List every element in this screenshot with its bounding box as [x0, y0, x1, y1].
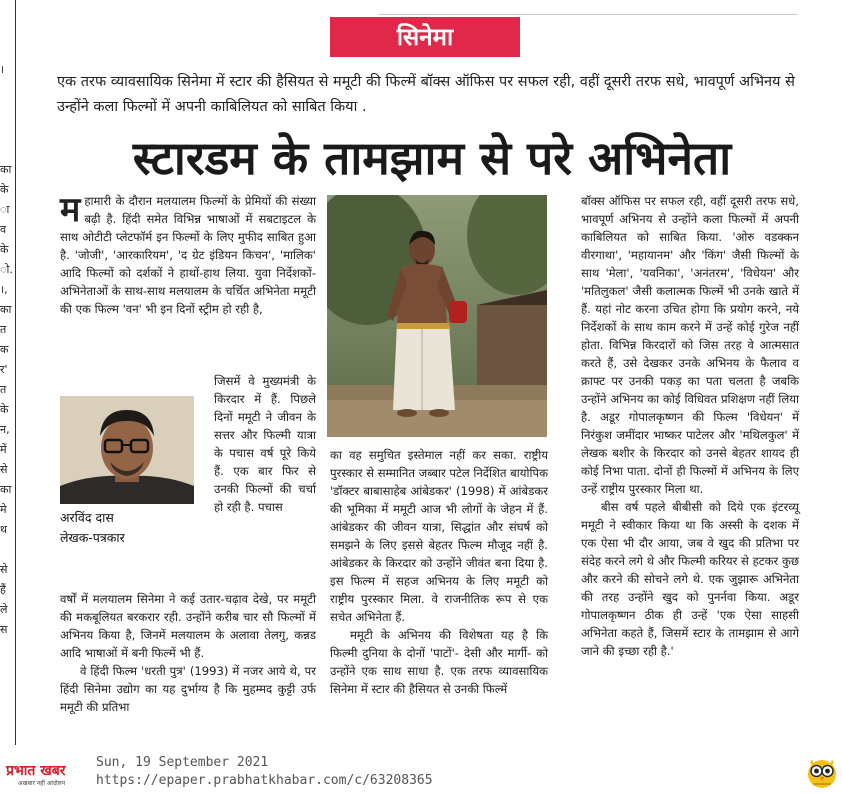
edge-char: से [0, 563, 8, 576]
top-rule [378, 14, 798, 15]
edge-char: ले [0, 603, 8, 616]
drop-cap: म [60, 190, 81, 230]
edge-char: के [0, 403, 9, 416]
column-3 [581, 192, 799, 660]
epaper-url[interactable]: https://epaper.prabhatkhabar.com/c/63208365 [96, 773, 433, 788]
col2-para2: ममूटी के अभिनय की विशेषता यह है कि फिल्मी दुनिया के दोनों 'पाटों'- देसी और मार्गी- को उन्होंने एक साथ साधा है. एक तरफ व्यावसायिक सिनेमा में स्टार की हैसियत से उनकी फिल्में [330, 628, 548, 696]
col3-para2: बीस वर्ष पहले बीबीसी को दिये एक इंटरव्यू ममूटी ने स्वीकार किया था कि अस्सी के दशक में एक ऐसा भी दौर आया, जब वे खुद की प्रतिभा पर संदेह करने लगे थे और फिल्मी करियर से हटकर कुछ और करने की सोचने लगे थे. एक जुझारू अभिनेता की तरह उन्होंने खुद को पुनर्नवा किया. अडूर गोपालकृष्णन ठीक ही उन्हें 'एक ऐसा साहसी अभिनेता कहते हैं, जिसमें स्टार के तामझाम से आगे जाने की इच्छा रही है.' [581, 500, 799, 658]
edge-char: का [0, 483, 12, 496]
edge-char: । [0, 63, 5, 76]
edge-char: ।, [0, 283, 8, 296]
edge-char: न, [0, 423, 10, 436]
edge-char: के [0, 183, 9, 196]
edge-char: के [0, 243, 9, 256]
actor-photo [327, 195, 547, 437]
col1-para1: हामारी के दौरान मलयालम फिल्मों के प्रेमियों की संख्या बढ़ी है. हिंदी समेत विभिन्न भाषाओं में सबटाइटल के साथ ओटीटी प्लेटफॉर्म इन फिल्मों के लिए मुफीद साबित हुआ है. 'जोजी', 'आरकारियम', 'द ग्रेट इंडियन किचन', 'मालिक' आदि फिल्मों को दर्शकों ने हाथों-हाथ लिया. युवा निर्देशकों-अभिनेताओं के साथ-साथ मलयालम के चर्चित अभिनेता ममूटी की एक फिल्म 'वन' भी इन दिनों स्ट्रीम हो रही है, [60, 194, 316, 316]
col1-narrow-text: जिसमें वे मुख्यमंत्री के किरदार में हैं. पिछले दिनों ममूटी ने जीवन के सत्तर और फिल्मी यात्रा के पचास वर्ष पूरे किये हैं. एक बार फिर से उनकी फिल्मों की चर्चा हो रही है. पचास [214, 374, 316, 514]
author-role: लेखक-पत्रकार [60, 530, 125, 545]
edge-char: स [0, 623, 8, 636]
column-1-top [60, 192, 316, 318]
edge-char [0, 120, 14, 140]
col1-para2: वे हिंदी फिल्म 'धरती पुत्र' (1993) में नजर आये थे, पर हिंदी सिनेमा उद्योग का यह दुर्भाग्य है कि मुहम्मद कुट्टी उर्फ ममूटी की प्रतिभा [60, 664, 316, 714]
edge-char: ा [0, 203, 10, 216]
edge-char: र' [0, 363, 8, 376]
prabhat-khabar-logo [4, 758, 92, 786]
edge-char: हैं [0, 583, 6, 596]
footer-meta [96, 754, 433, 790]
edge-char [0, 540, 14, 560]
edge-char [0, 100, 14, 120]
column-1-narrow [214, 372, 316, 516]
edge-char: थ [0, 523, 8, 536]
edge-char [0, 80, 14, 100]
author-name: अरविंद दास [60, 510, 114, 525]
column-divider [15, 0, 16, 745]
column-1-bottom [60, 590, 316, 716]
adjacent-column-edge [0, 60, 14, 640]
author-photo [60, 396, 194, 504]
col3-para1: बॉक्स ऑफिस पर सफल रही, वहीं दूसरी तरफ सधे, भावपूर्ण अभिनय से उन्होंने कला फिल्मों में अपनी काबिलियत को साबित किया. 'ओरु वडक्कन वीरगाथा', 'महायानम' और 'किंग' जैसी फिल्मों के साथ 'मेला', 'यवनिका', 'अनंतरम', 'विधेयन' और 'मतिलुकल' जैसी कलात्मक फिल्में भी उनके खाते में हैं. यहां नोट करना उचित होगा कि प्रयोग करने, नये निर्देशकों के साथ काम करने में उन्हें कोई गुरेज नहीं होता. विभिन्न किरदारों को जिस तरह वे आत्मसात करते हैं, उसे देखकर उनके अभिनय के फैलाव व क्राफ्ट पर उनकी पकड़ का पता चलता है जबकि उन्होंने अभिनय का कोई विधिवत प्रशिक्षण नहीं लिया है. अडूर गोपालकृष्णन की फिल्म 'विधेयन' में निरंकुश जमींदार भाष्कर पाटेलर और 'मथिलकुल' में लेखक बशीर के किरदार को उनसे बेहतर शायद ही कोई निभा पाता. दोनों ही फिल्मों में अभिनय के लिए उन्हें राष्ट्रीय पुरस्कार मिला था. [581, 194, 799, 496]
edge-char [0, 140, 14, 160]
article-deck: एक तरफ व्यावसायिक सिनेमा में स्टार की हैसियत से ममूटी की फिल्में बॉक्स ऑफिस पर सफल रही, वहीं दूसरी तरफ सधे, भावपूर्ण अभिनय से उन्होंने कला फिल्मों में अपनी काबिलियत को साबित किया . [57, 74, 795, 115]
owl-icon[interactable] [806, 755, 838, 789]
logo-text: प्रभात खबर [6, 763, 66, 779]
edge-char: से [0, 463, 8, 476]
edge-char: क [0, 343, 9, 356]
edge-char: त [0, 323, 7, 336]
edge-char: ो. [0, 263, 13, 276]
col2-para1: का वह समुचित इस्तेमाल नहीं कर सका. राष्ट्रीय पुरस्कार से सम्मानित जब्बार पटेल निर्देशित बायोपिक 'डॉक्टर बाबासाहेब आंबेडकर' (1998) में आंबेडकर की भूमिका में ममूटी आज भी लोगों के जेहन में हैं. आंबेडकर की जीवन यात्रा, सिद्धांत और संघर्ष को समझने के लिए इससे बेहतर फिल्म मौजूद नहीं है. आंबेडकर के किरदार को उन्होंने जीवंत बना दिया है. इस फिल्म में सहज अभिनय के लिए ममूटी को राष्ट्रीय पुरस्कार मिला. वे राजनीतिक रूप से एक सचेत अभिनेता हैं. [330, 448, 548, 624]
edge-char: मे [0, 503, 7, 516]
column-2 [330, 446, 548, 698]
edge-char: व [0, 223, 7, 236]
article-headline: स्टारडम के तामझाम से परे अभिनेता [132, 131, 732, 185]
section-tag: सिनेमा [330, 17, 520, 57]
edge-char: त [0, 383, 7, 396]
edge-char: का [0, 303, 12, 316]
edge-char: में [0, 443, 7, 456]
author-byline [60, 508, 200, 548]
issue-date: Sun, 19 September 2021 [96, 755, 269, 770]
edge-char: का [0, 163, 12, 176]
logo-tagline: अखबार नहीं आंदोलन [18, 780, 66, 786]
col1-para1-end: वर्षों में मलयालम सिनेमा ने कई उतार-चढ़ाव देखे, पर ममूटी की मकबूलियत बरकरार रही. उन्होंने करीब चार सौ फिल्मों में अभिनय किया है, जिनमें मलयालम के अलावा तेलगु, कन्नड आदि भाषाओं में बनी फिल्में भी हैं. [60, 592, 316, 660]
